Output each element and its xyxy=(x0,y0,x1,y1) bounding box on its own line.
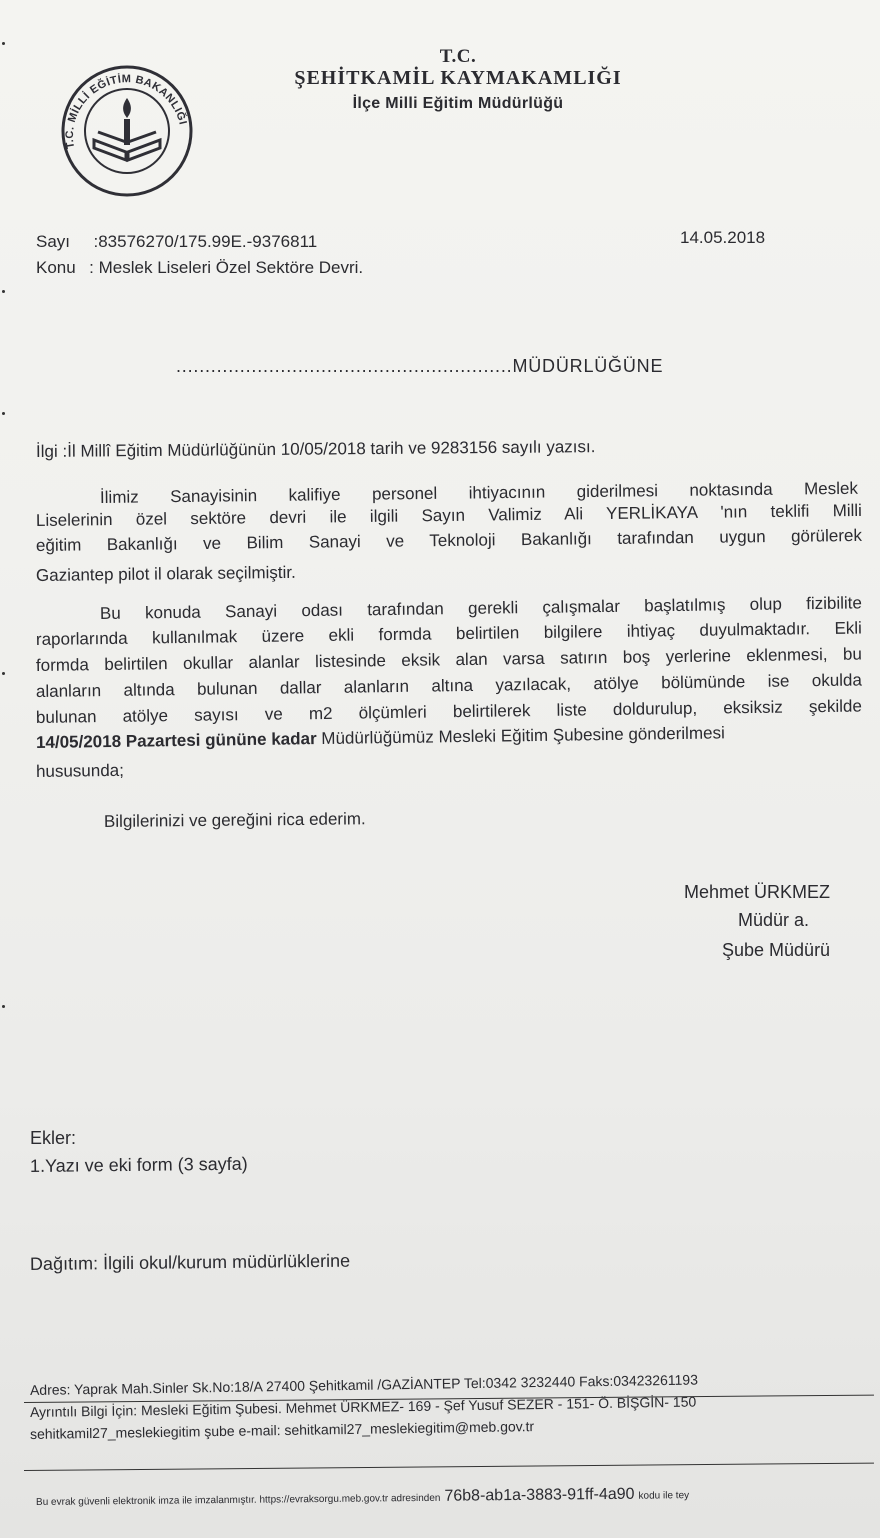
edge-mark xyxy=(2,42,5,45)
footer-rule xyxy=(24,1463,874,1471)
paragraph-2-line: Bu konuda Sanayi odası tarafından gerekli çalışmalar başlatılmış olup fizibilite xyxy=(99,593,863,623)
footer-verify-row xyxy=(36,1485,689,1510)
document-date: 14.05.2018 xyxy=(680,228,766,247)
deadline-bold: 14/05/2018 Pazartesi gününe kadar xyxy=(35,729,317,752)
paragraph-1-line: Liselerinin özel sektöre devri ile ilgili Sayın Valimiz Ali YERLİKAYA 'nın teklifi Milli xyxy=(35,500,863,530)
edge-mark xyxy=(2,290,5,293)
header-title: ŞEHİTKAMİL KAYMAKAMLIĞI xyxy=(294,67,622,89)
konu-label: Konu xyxy=(36,258,76,277)
konu-value: : Meslek Liseleri Özel Sektöre Devri. xyxy=(89,258,364,277)
paragraph-1-line: Gaziantep pilot il olarak seçilmiştir. xyxy=(35,562,296,585)
header-subtitle: İlçe Milli Eğitim Müdürlüğü xyxy=(352,95,564,112)
header-tc: T.C. xyxy=(439,46,477,67)
deadline-rest: Müdürlüğümüz Mesleki Eğitim Şubesine gönderilmesi xyxy=(316,723,725,749)
edge-mark xyxy=(2,412,5,415)
verify-suffix: kodu ile tey xyxy=(638,1490,690,1502)
edge-mark xyxy=(2,672,5,675)
ekler-item: 1.Yazı ve eki form (3 sayfa) xyxy=(29,1153,248,1176)
paragraph-2-line: formda belirtilen okullar alanlar listesinde eksik alan varsa satırın boş yerlerine eklenmesi, bu xyxy=(35,644,863,675)
paragraph-1-line: İlimiz Sanayisinin kalifiye personel ihtiyacının giderilmesi noktasında Meslek xyxy=(99,478,859,507)
konu-row xyxy=(36,258,363,278)
signatory-position: Şube Müdürü xyxy=(722,940,831,960)
sayi-value: :83576270/175.99E.-9376811 xyxy=(93,232,318,251)
sayi-row xyxy=(36,232,317,252)
signatory-name: Mehmet ÜRKMEZ xyxy=(684,882,831,902)
footer-info: Ayrıntılı Bilgi İçin: Mesleki Eğitim Şubesi. Mehmet ÜRKMEZ- 169 - Şef Yusuf SEZER - 151- Ö. BİŞGİN- 150 xyxy=(29,1393,697,1420)
ekler-label: Ekler: xyxy=(30,1128,77,1148)
signatory-title: Müdür a. xyxy=(738,910,810,930)
verify-code: 76b8-ab1a-3883-91ff-4a90 xyxy=(444,1485,635,1505)
svg-text:T.C. MİLLİ EĞİTİM BAKANLIĞI: T.C. MİLLİ EĞİTİM BAKANLIĞI xyxy=(63,73,189,150)
verify-prefix: Bu evrak güvenli elektronik imza ile imzalanmıştır. https://evraksorgu.meb.gov.tr adresinden xyxy=(35,1492,441,1508)
closing-line: Bilgilerinizi ve gereğini rica ederim. xyxy=(103,809,366,831)
footer-email: sehitkamil27_meslekiegitim şube e-mail: sehitkamil27_meslekiegitim@meb.gov.tr xyxy=(29,1418,535,1442)
paragraph-2-line: raporlarında kullanılmak üzere ekli formda belirtilen bilgilere ihtiyaç duyulmaktadır. Ekli xyxy=(35,618,863,649)
paragraph-2-line: hususunda; xyxy=(35,760,125,781)
paragraph-1-line: eğitim Bakanlığı ve Bilim Sanayi ve Teknoloji Bakanlığı tarafından uygun görülerek xyxy=(35,525,863,555)
dagitim-line: Dağıtım: İlgili okul/kurum müdürlüklerine xyxy=(29,1250,351,1274)
paragraph-2-line: bulunan atölye sayısı ve m2 ölçümleri belirtilerek liste doldurulup, eksiksiz şekilde xyxy=(35,696,863,727)
ilgi-line: İlgi :İl Millî Eğitim Müdürlüğünün 10/05/2018 tarih ve 9283156 sayılı yazısı. xyxy=(35,437,596,461)
footer-address: Adres: Yaprak Mah.Sinler Sk.No:18/A 27400 Şehitkamil /GAZİANTEP Tel:0342 3232440 Faks:03423261193 xyxy=(29,1371,699,1398)
edge-mark xyxy=(2,1005,5,1008)
sayi-label: Sayı xyxy=(36,232,71,251)
paragraph-2-line: alanların altında bulunan dallar alanların altına yazılacak, atölye bölümünde ise okulda xyxy=(35,670,863,701)
meb-seal-logo xyxy=(58,62,196,200)
addressee: ..........................................................MÜDÜRLÜĞÜNE xyxy=(176,356,664,376)
